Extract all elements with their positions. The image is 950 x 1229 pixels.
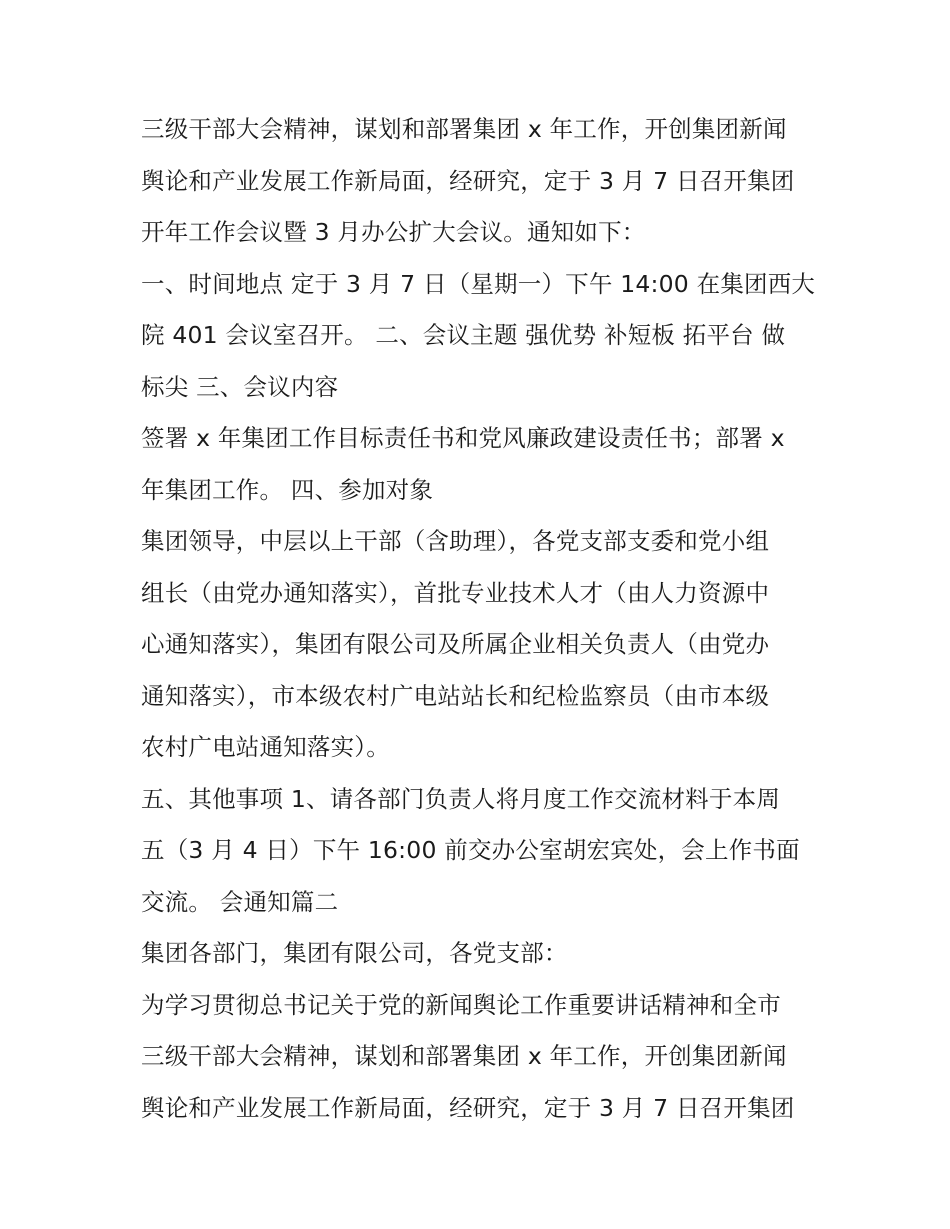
text-line: 集团领导，中层以上干部（含助理），各党支部支委和党小组 [141,527,770,555]
text-line: 一、时间地点 定于 3 月 7 日（星期一）下午 14:00 在集团西大 [141,269,816,298]
text-line: 三级干部大会精神，谋划和部署集团 x 年工作，开创集团新闻 [141,1042,787,1070]
text-line: 集团各部门，集团有限公司，各党支部： [141,939,568,967]
text-line: 五、其他事项 1、请各部门负责人将月度工作交流材料于本周 [141,784,781,813]
text-line: 年集团工作。 四、参加对象 [141,475,434,504]
text-line: 心通知落实），集团有限公司及所属企业相关负责人（由党办 [141,630,770,658]
text-line: 三级干部大会精神，谋划和部署集团 x 年工作，开创集团新闻 [141,115,787,143]
document-body [141,104,821,1134]
text-line: 通知落实），市本级农村广电站站长和纪检监察员（由市本级 [141,681,770,710]
text-line: 为学习贯彻总书记关于党的新闻舆论工作重要讲话精神和全市 [141,990,781,1019]
text-line: 舆论和产业发展工作新局面，经研究，定于 3 月 7 日召开集团 [141,1093,795,1122]
text-line: 五（3 月 4 日）下午 16:00 前交办公室胡宏宾处，会上作书面 [141,836,800,864]
text-line: 组长（由党办通知落实），首批专业技术人才（由人力资源中 [141,578,770,607]
text-line: 签署 x 年集团工作目标责任书和党风廉政建设责任书；部署 x [141,424,785,452]
text-line: 交流。 会通知篇二 [141,887,339,916]
text-line: 农村广电站通知落实）。 [141,733,390,761]
text-line: 舆论和产业发展工作新局面，经研究，定于 3 月 7 日召开集团 [141,166,795,195]
text-line: 标尖 三、会议内容 [141,372,339,401]
text-line: 开年工作会议暨 3 月办公扩大会议。通知如下： [141,218,646,246]
text-line: 院 401 会议室召开。 二、会议主题 强优势 补短板 拓平台 做 [141,321,786,349]
